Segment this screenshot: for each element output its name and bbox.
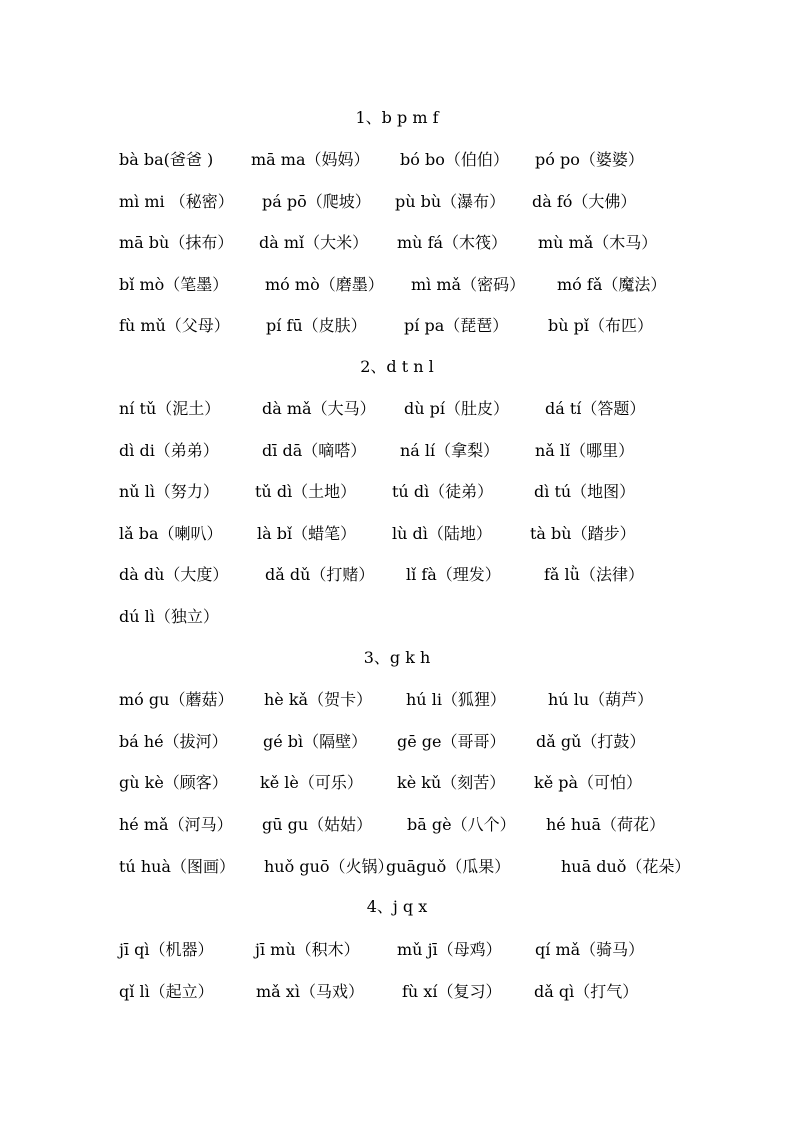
word-entry: lǎ ba（喇叭） <box>119 524 223 543</box>
word-entry: mì mi （秘密） <box>119 192 234 211</box>
word-row <box>0 938 794 962</box>
word-entry: hú lu（葫芦） <box>548 690 654 709</box>
word-entry: hé mǎ（河马） <box>119 815 233 834</box>
word-entry: pá pō（爬坡） <box>262 192 371 211</box>
word-entry: dú lì（独立） <box>119 607 219 626</box>
word-entry: mā bù（抹布） <box>119 233 234 252</box>
word-row <box>0 439 794 463</box>
section-heading: 2、d t n l <box>360 357 434 376</box>
word-entry: bā gè（八个） <box>407 815 516 834</box>
word-row <box>0 522 794 546</box>
word-entry: mó gu（蘑菇） <box>119 690 234 709</box>
word-entry: mù fá（木筏） <box>397 233 508 252</box>
word-entry: huā duǒ（花朵） <box>561 857 691 876</box>
word-entry: dǎ qì（打气） <box>534 982 639 1001</box>
word-row <box>0 397 794 421</box>
word-row <box>0 605 794 629</box>
word-entry: mǎ xì（马戏） <box>256 982 364 1001</box>
word-entry: pí pa（琵琶） <box>404 316 509 335</box>
word-entry: fù xí（复习） <box>402 982 502 1001</box>
word-entry: mā ma（妈妈） <box>251 150 370 169</box>
word-entry: dá tí（答题） <box>545 399 646 418</box>
section-heading: 3、g k h <box>363 648 431 667</box>
word-entry: lǐ fà（理发） <box>406 565 501 584</box>
word-entry: mó mò（磨墨） <box>265 275 384 294</box>
word-row <box>0 314 794 338</box>
word-entry: fǎ lǜ（法律） <box>544 565 644 584</box>
word-entry: dì tú（地图） <box>534 482 636 501</box>
word-entry: hè kǎ（贺卡） <box>264 690 373 709</box>
word-entry: dà mǐ（大米） <box>259 233 369 252</box>
word-entry: tú huà（图画） <box>119 857 235 876</box>
word-row <box>0 480 794 504</box>
word-entry: gē ge（哥哥） <box>397 732 506 751</box>
word-entry: ná lí（拿梨） <box>400 441 500 460</box>
word-entry: gé bì（隔壁） <box>263 732 368 751</box>
word-row <box>0 855 794 879</box>
word-row <box>0 771 794 795</box>
word-entry: bù pǐ（布匹） <box>548 316 653 335</box>
word-row <box>0 190 794 214</box>
word-entry: mù mǎ（木马） <box>538 233 658 252</box>
word-entry: ní tǔ（泥土） <box>119 399 221 418</box>
word-row <box>0 148 794 172</box>
word-entry: mì mǎ（密码） <box>411 275 526 294</box>
word-entry: kě lè（可乐） <box>260 773 363 792</box>
word-row <box>0 730 794 754</box>
word-entry: hé huā（荷花） <box>546 815 666 834</box>
word-entry: kè kǔ（刻苦） <box>397 773 506 792</box>
word-entry: mó fǎ（魔法） <box>557 275 667 294</box>
word-entry: pí fū（皮肤） <box>266 316 367 335</box>
word-entry: guāguǒ（瓜果） <box>386 857 511 876</box>
word-row <box>0 231 794 255</box>
word-entry: qí mǎ（骑马） <box>535 940 645 959</box>
word-entry: dà dù（大度） <box>119 565 229 584</box>
word-entry: bǐ mò（笔墨） <box>119 275 229 294</box>
word-row <box>0 813 794 837</box>
word-entry: dǎ dǔ（打赌） <box>265 565 375 584</box>
word-entry: bó bo（伯伯） <box>400 150 509 169</box>
word-entry: bá hé（拔河） <box>119 732 228 751</box>
word-entry: mǔ jī（母鸡） <box>397 940 502 959</box>
section-heading: 1、b p m f <box>355 108 439 127</box>
word-entry: tǔ dì（土地） <box>255 482 357 501</box>
word-row <box>0 980 794 1004</box>
word-entry: gū gu（姑姑） <box>262 815 373 834</box>
word-entry: jī mù（积木） <box>255 940 360 959</box>
word-entry: dī dā（嘀嗒） <box>262 441 367 460</box>
word-entry: pó po（婆婆） <box>535 150 644 169</box>
word-entry: nǔ lì（努力） <box>119 482 219 501</box>
word-row <box>0 688 794 712</box>
word-entry: tà bù（踏步） <box>530 524 636 543</box>
word-entry: dù pí（肚皮） <box>404 399 509 418</box>
word-entry: dǎ gǔ（打鼓） <box>536 732 646 751</box>
word-entry: dà mǎ（大马） <box>262 399 376 418</box>
word-row <box>0 273 794 297</box>
word-entry: fù mǔ（父母） <box>119 316 230 335</box>
word-entry: tú dì（徒弟） <box>392 482 494 501</box>
word-entry: kě pà（可怕） <box>534 773 643 792</box>
word-entry: là bǐ（蜡笔） <box>257 524 357 543</box>
word-entry: gù kè（顾客） <box>119 773 228 792</box>
word-entry: qǐ lì（起立） <box>119 982 214 1001</box>
word-entry: pù bù（瀑布） <box>395 192 506 211</box>
word-entry: dì di（弟弟） <box>119 441 219 460</box>
word-entry: hú li（狐狸） <box>406 690 506 709</box>
word-entry: nǎ lǐ（哪里） <box>535 441 635 460</box>
word-entry: huǒ guō（火锅） <box>264 857 394 876</box>
section-heading: 4、j q x <box>366 897 428 916</box>
word-entry: jī qì（机器） <box>119 940 214 959</box>
word-entry: dà fó（大佛） <box>532 192 637 211</box>
word-entry: lù dì（陆地） <box>392 524 492 543</box>
word-entry: bà ba(爸爸 ) <box>119 150 214 169</box>
word-row <box>0 563 794 587</box>
